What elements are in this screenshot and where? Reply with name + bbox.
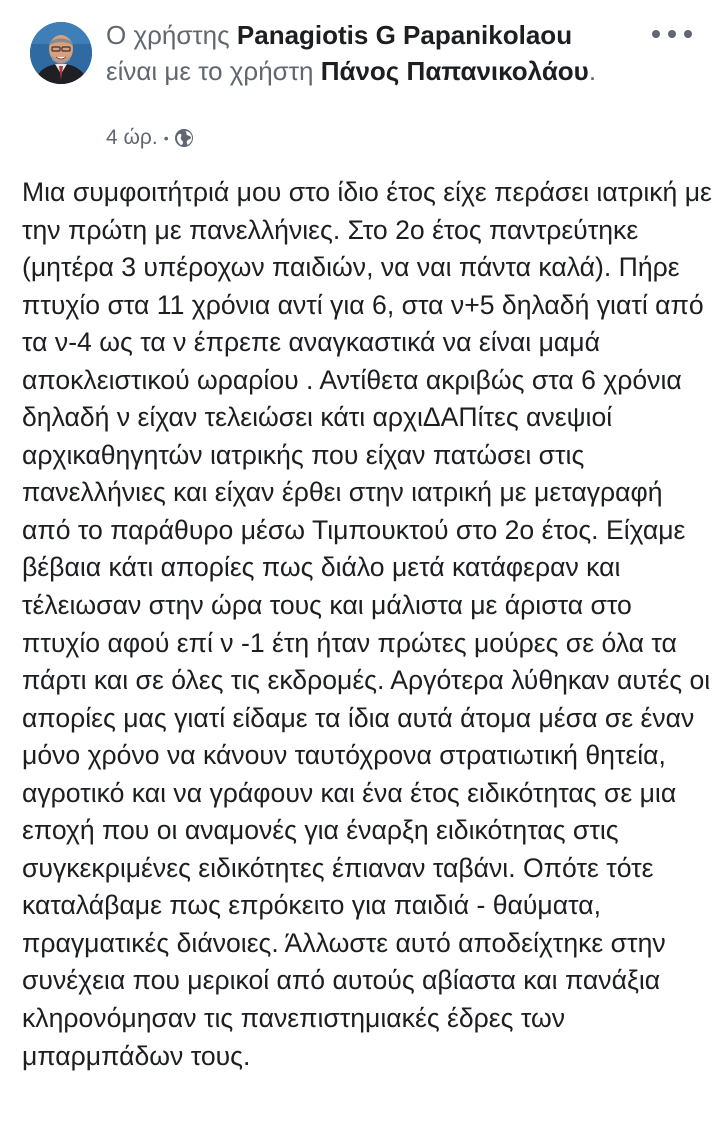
more-horizontal-icon-dot-3	[684, 30, 692, 38]
author-prefix: Ο χρήστης	[106, 20, 230, 50]
author-name-link[interactable]: Panagiotis G Papanikolaou	[236, 20, 573, 50]
more-horizontal-icon-dot-1	[652, 30, 660, 38]
tagged-user-link[interactable]: Πάνος Παπανικολάου	[320, 56, 589, 86]
post-body-text: Μια συμφοιτήτριά μου στο ίδιο έτος είχε περάσει ιατρική με την πρώτη με πανελλήνιες. Στο 2ο έτος παντρεύτηκε (μητέρα 3 υπέροχων παιδιών, να ναι πάντα καλά). Πήρε πτυχίο στα 11 χρόνια αντί για 6, στα ν+5 δηλαδή γιατί από τα ν-4 ως τα ν έπρεπε αναγκαστικά να είναι μαμά αποκλειστικού ωραρίου . Αντίθετα ακριβώς στα 6 χρόνια δηλαδή ν είχαν τελειώσει κάτι αρχιΔΑΠίτες ανεψιοί αρχικαθηγητών ιατρικής που είχαν πατώσει στις πανελλήνιες και είχαν έρθει στην ιατρική με μεταγραφή από το παράθυρο μέσω Τιμπουκτού στο 2ο έτος. Είχαμε βέβαια κάτι απορίες πως διάλο μετά κατάφεραν και τέλειωσαν στην ώρα τους και μάλιστα με άριστα στο πτυχίο αφού επί ν -1 έτη ήταν πρώτες μούρες σε όλα τα πάρτι και σε όλες τις εκδρομές. Αργότερα λύθηκαν αυτές οι απορίες μας γιατί είδαμε τα ίδια αυτά άτομα μέσα σε έναν μόνο χρόνο να κάνουν ταυτόχρονα στρατιωτική θητεία, αγροτικό και να γράφουν και ένα έτος ειδικότητας σε μια εποχή που οι αναμονές για έναρξη ειδικότητας στις συγκεκριμένες ειδικότητες έπιαναν ταβάνι. Οπότε τότε καταλάβαμε πως επρόκειτο για παιδιά - θαύματα, πραγματικές διάνοιες. Άλλωστε αυτό αποδείχτηκε στην συνέχεια που μερικοί από αυτούς αβίαστα και πανάξια κληρονόμησαν τις πανεπιστημιακές έδρες των μπαρμπάδων τους.	[22, 177, 712, 1071]
post-meta	[106, 124, 194, 152]
avatar-photo	[30, 22, 92, 84]
globe-icon[interactable]	[174, 128, 194, 148]
avatar[interactable]	[30, 22, 92, 84]
more-horizontal-icon-dot-2	[668, 30, 676, 38]
header-suffix: .	[588, 56, 597, 86]
post-header	[0, 0, 720, 160]
post-header-text	[106, 17, 646, 89]
tag-connector: είναι με το χρήστη	[106, 56, 314, 86]
post-timestamp[interactable]: 4 ώρ.	[106, 126, 158, 149]
meta-separator: •	[163, 130, 169, 146]
more-options-button[interactable]	[652, 22, 692, 46]
